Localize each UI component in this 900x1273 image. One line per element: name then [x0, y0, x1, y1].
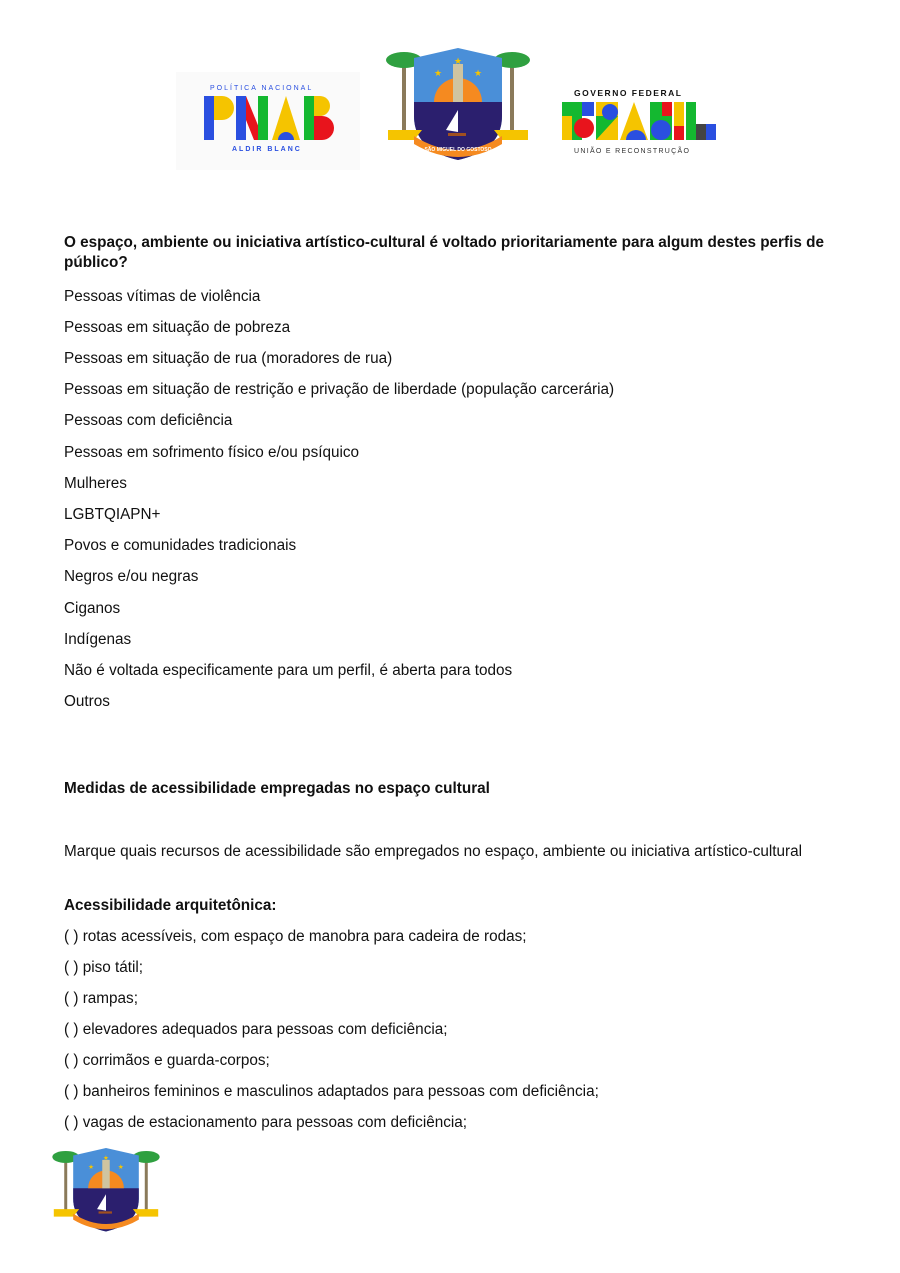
accessibility-checkbox-item[interactable]: ( ) piso tátil; [64, 959, 144, 976]
accessibility-checkbox-item[interactable]: ( ) vagas de estacionamento para pessoas com deficiência; [64, 1114, 468, 1131]
audience-option: Pessoas com deficiência [64, 412, 233, 429]
svg-text:★: ★ [454, 56, 463, 66]
accessibility-heading: Medidas de acessibilidade empregadas no espaço cultural [64, 780, 490, 797]
accessibility-checkbox-item[interactable]: ( ) rampas; [64, 990, 138, 1007]
audience-option: LGBTQIAPN+ [64, 506, 161, 523]
audience-option: Pessoas em situação de pobreza [64, 319, 291, 336]
governo-logo-bottom: UNIÃO E RECONSTRUÇÃO [574, 148, 691, 155]
pnab-logo-top: POLÍTICA NACIONAL [210, 85, 314, 92]
accessibility-checkbox-item[interactable]: ( ) banheiros femininos e masculinos adaptados para pessoas com deficiência; [64, 1083, 599, 1100]
brasil-letters-graphic [562, 102, 716, 140]
coat-of-arms-banner-text: SÃO MIGUEL DO GOSTOSO [424, 147, 492, 153]
pnab-logo-bottom: ALDIR BLANC [232, 146, 302, 153]
audience-option: Indígenas [64, 631, 132, 648]
audience-option: Pessoas vítimas de violência [64, 288, 261, 305]
accessibility-subheading: Acessibilidade arquitetônica: [64, 897, 277, 914]
audience-option: Ciganos [64, 600, 121, 617]
accessibility-checkbox-item[interactable]: ( ) elevadores adequados para pessoas com deficiência; [64, 1021, 448, 1038]
audience-option: Mulheres [64, 475, 127, 492]
sao-miguel-coat-of-arms [384, 44, 532, 162]
svg-text:★: ★ [434, 68, 443, 78]
audience-option: Pessoas em situação de rua (moradores de rua) [64, 350, 393, 367]
accessibility-instruction: Marque quais recursos de acessibilidade são empregados no espaço, ambiente ou iniciativa artístico-cultural [64, 843, 803, 860]
svg-text:★: ★ [474, 68, 483, 78]
pnab-logo [176, 72, 360, 170]
audience-option: Outros [64, 693, 110, 710]
footer-coat-of-arms [50, 1145, 162, 1233]
question-title: O espaço, ambiente ou iniciativa artístico-cultural é voltado prioritariamente para algum destes perfis de público? [64, 234, 824, 271]
governo-federal-logo [560, 86, 720, 160]
governo-logo-top: GOVERNO FEDERAL [574, 88, 683, 98]
pnab-letters-graphic [204, 96, 334, 140]
audience-option: Povos e comunidades tradicionais [64, 537, 297, 554]
accessibility-checkbox-item[interactable]: ( ) corrimãos e guarda-corpos; [64, 1052, 270, 1069]
accessibility-checkbox-item[interactable]: ( ) rotas acessíveis, com espaço de manobra para cadeira de rodas; [64, 928, 527, 945]
audience-option: Não é voltada especificamente para um perfil, é aberta para todos [64, 662, 513, 679]
audience-option: Pessoas em situação de restrição e privação de liberdade (população carcerária) [64, 381, 615, 398]
audience-option: Pessoas em sofrimento físico e/ou psíquico [64, 444, 360, 461]
audience-option: Negros e/ou negras [64, 568, 199, 585]
